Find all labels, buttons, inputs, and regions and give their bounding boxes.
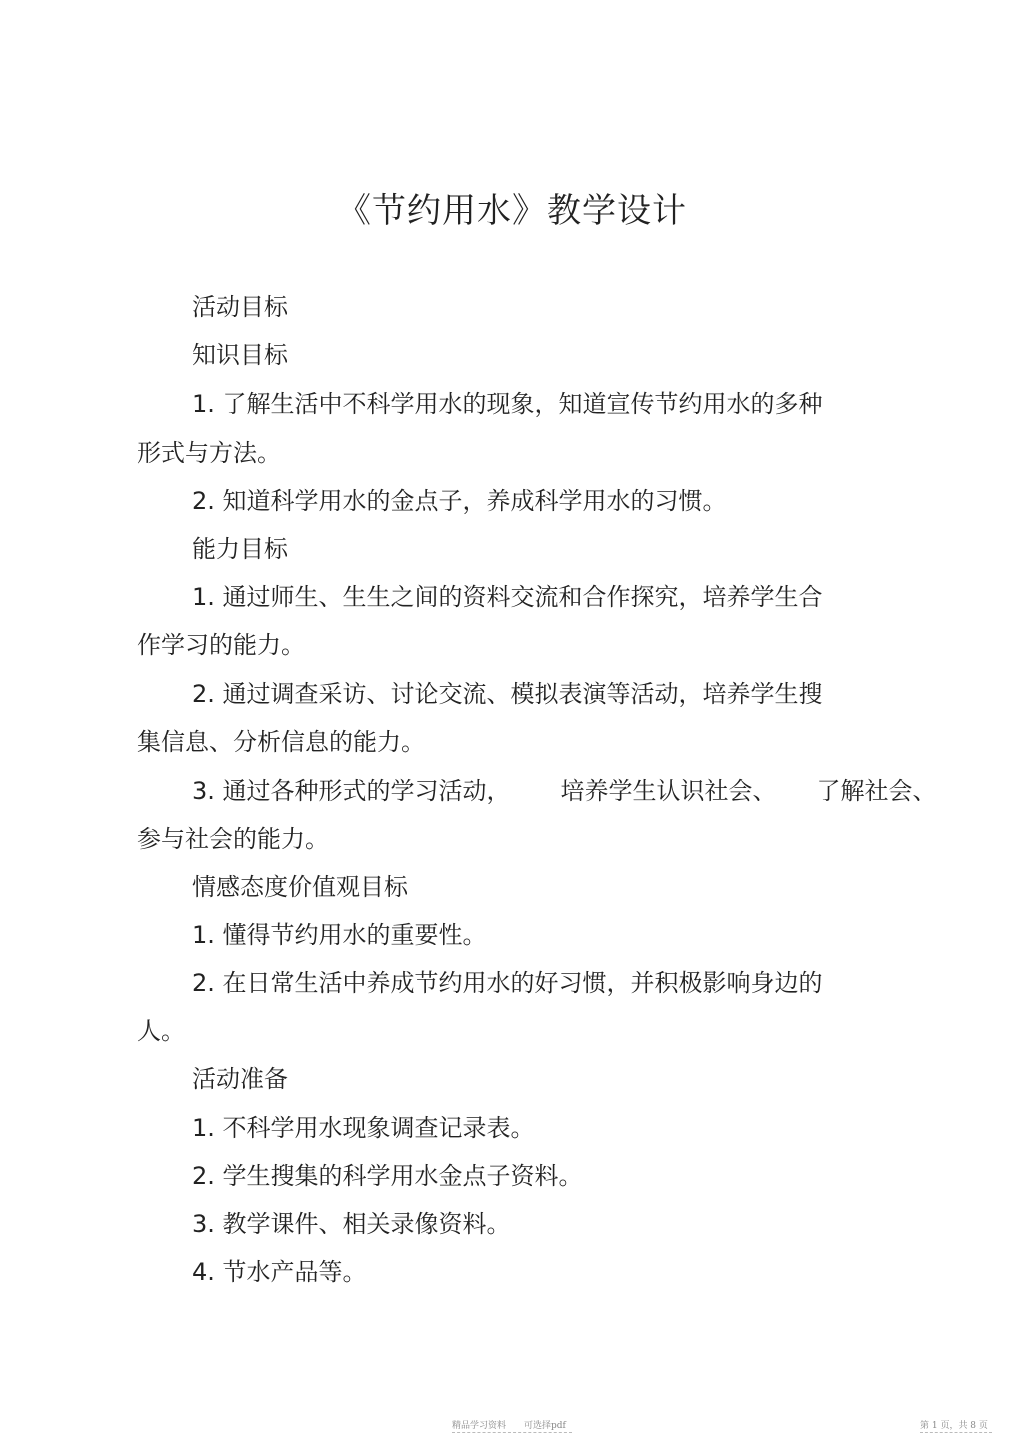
paragraph-line: 形式与方法。 xyxy=(137,439,281,467)
list-item: 4. 节水产品等。 xyxy=(192,1258,367,1286)
subheading-affective-goals: 情感态度价值观目标 xyxy=(192,873,408,901)
paragraph-line: 2. 在日常生活中养成节约用水的好习惯，并积极影响身边的 xyxy=(192,969,823,997)
page-number: 第 1 页，共 8 页 xyxy=(920,1421,988,1431)
footer-divider xyxy=(452,1432,572,1433)
paragraph-line: 人。 xyxy=(137,1017,185,1045)
section-heading-activity-preparation: 活动准备 xyxy=(192,1065,288,1093)
paragraph-line: 作学习的能力。 xyxy=(137,631,305,659)
section-heading-activity-goals: 活动目标 xyxy=(192,293,288,321)
paragraph-line: 2. 通过调查采访、讨论交流、模拟表演等活动，培养学生搜 xyxy=(192,680,823,708)
paragraph-line: 集信息、分析信息的能力。 xyxy=(137,728,425,756)
line-segment: 培养学生认识社会、 xyxy=(560,777,777,805)
paragraph-line: 1. 通过师生、生生之间的资料交流和合作探究，培养学生合 xyxy=(192,583,823,611)
document-title: 《节约用水》教学设计 xyxy=(337,191,687,231)
footer-divider xyxy=(920,1432,992,1433)
list-item: 2. 学生搜集的科学用水金点子资料。 xyxy=(192,1162,583,1190)
list-item: 1. 不科学用水现象调查记录表。 xyxy=(192,1114,535,1142)
paragraph-line xyxy=(192,776,937,806)
line-segment: 3. 通过各种形式的学习活动， xyxy=(192,777,511,805)
paragraph-line: 1. 了解生活中不科学用水的现象，知道宣传节约用水的多种 xyxy=(192,390,823,418)
subheading-ability-goals: 能力目标 xyxy=(192,535,288,563)
footer-note: 精品学习资料 可选择pdf xyxy=(452,1421,566,1431)
paragraph-line: 1. 懂得节约用水的重要性。 xyxy=(192,921,487,949)
paragraph-line: 2. 知道科学用水的金点子，养成科学用水的习惯。 xyxy=(192,487,727,515)
subheading-knowledge-goals: 知识目标 xyxy=(192,341,288,369)
paragraph-line: 参与社会的能力。 xyxy=(137,825,329,853)
list-item: 3. 教学课件、相关录像资料。 xyxy=(192,1210,511,1238)
line-segment: 了解社会、 xyxy=(816,777,937,805)
